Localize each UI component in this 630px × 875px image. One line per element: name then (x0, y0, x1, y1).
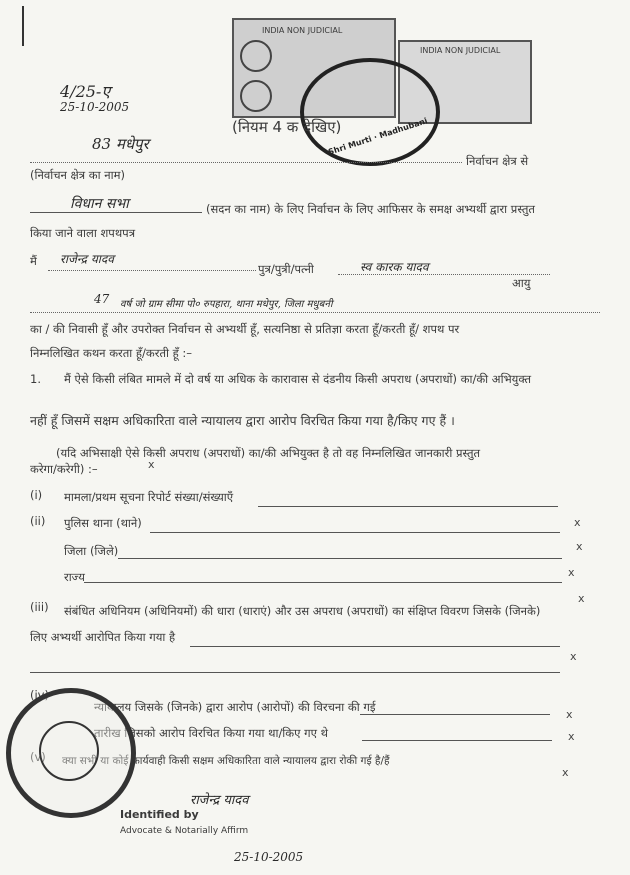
rule-title: (नियम 4 क देखिए) (232, 118, 342, 136)
note-line2: करेगा/करेगी) :– (30, 462, 98, 476)
item-ii-label-3: राज्य (64, 570, 85, 584)
item-ii-mark-2: x (576, 540, 583, 553)
item-iii-mark-0: x (578, 592, 585, 605)
item-ii-mark-3: x (568, 566, 575, 579)
constituency-line (30, 162, 462, 163)
item-iv-line-2 (362, 740, 552, 741)
address-text: वर्ष जो ग्राम सीमा पो० रुपहारा, थाना मधेपुर, जिला मधुबनी (120, 299, 333, 310)
house-text: (सदन का नाम) के लिए निर्वाचन के लिए आफिसर के समक्ष अभ्यर्थी द्वारा प्रस्तुत (206, 202, 535, 216)
stamp-left-emblem (240, 40, 272, 72)
item-v-num: (v) (30, 750, 46, 764)
house-line (30, 212, 202, 213)
item-iv-mark-1: x (566, 708, 573, 721)
item-iii-mark: x (570, 650, 577, 663)
item-iv-line2: तारीख जिसको आरोप विरचित किया गया था/किए गए थे (94, 726, 328, 740)
constituency-label: (निर्वाचन क्षेत्र का नाम) (30, 168, 125, 182)
signature-2: 25-10-2005 (234, 850, 304, 864)
item-v-mark: x (562, 766, 569, 779)
name-line (48, 270, 256, 271)
house-value: विधान सभा (70, 196, 129, 212)
corner-mark (22, 6, 38, 46)
item-iv-num: (iv) (30, 688, 49, 702)
notary-seal-inner (39, 721, 99, 781)
item-ii-num: (ii) (30, 514, 46, 528)
relation-label: पुत्र/पुत्री/पत्नी (258, 262, 314, 276)
item-ii-mark-1: x (574, 516, 581, 529)
advocate-line: Advocate & Notarially Affirm (120, 826, 249, 836)
item-iii-line-a (190, 646, 560, 647)
item-iv-line-1 (360, 714, 550, 715)
seal-text: Shri Murti · Madhubani (327, 116, 429, 157)
para1-line1: मैं ऐसे किसी लंबित मामले में दो वर्ष या अधिक के कारावास से दंडनीय किसी अपराध (अपराधों) का/की अभियुक्त (64, 372, 532, 386)
para1-num: 1. (30, 372, 41, 386)
item-v-line: क्या सभी या कोई कार्यवाही किसी सक्षम अधिकारिता वाले न्यायालय द्वारा रोकी गई है/हैं (62, 755, 390, 767)
item-ii-label-1: पुलिस थाना (थाने) (64, 516, 142, 530)
stamp-right-text: INDIA NON JUDICIAL (420, 46, 501, 55)
notary-seal (6, 688, 136, 818)
item-i-label: मामला/प्रथम सूचना रिपोर्ट संख्या/संख्याएँ (64, 490, 234, 504)
item-iii-line2: लिए अभ्यर्थी आरोपित किया गया है (30, 630, 176, 644)
note-mark: x (148, 458, 155, 471)
i-prefix: मैं (30, 254, 37, 268)
address-line (30, 312, 600, 313)
father-value: स्व कारक यादव (360, 260, 429, 274)
age-label: आयु (512, 276, 531, 290)
corner-note-2: 25-10-2005 (60, 100, 130, 114)
official-seal (300, 58, 440, 166)
stamp-left-text: INDIA NON JUDICIAL (262, 26, 343, 35)
item-iii-num: (iii) (30, 600, 49, 614)
note-line1: (यदि अभिसाक्षी ऐसे किसी अपराध (अपराधों) का/की अभियुक्त है तो वह निम्नलिखित जानकारी प्रस्तुत (56, 446, 481, 460)
item-ii-line-3 (84, 582, 562, 583)
corner-note-1: 4/25-ए (60, 82, 111, 101)
item-iv-mark-2: x (568, 730, 575, 743)
item-ii-line-2 (118, 558, 562, 559)
signature-1: राजेन्द्र यादव (190, 793, 249, 808)
age-value: 47 (94, 292, 110, 306)
name-value: राजेन्द्र यादव (60, 252, 114, 266)
identified-by: Identified by (120, 808, 199, 821)
item-iii-line-b (30, 672, 560, 673)
item-ii-label-2: जिला (जिले) (64, 544, 119, 558)
stamp-left-emblem-2 (240, 80, 272, 112)
father-line (338, 274, 550, 275)
statement-text: निम्नलिखित कथन करता हूँ/करती हूँ :– (30, 346, 193, 360)
item-i-num: (i) (30, 488, 43, 502)
constituency-value: 83 मधेपुर (92, 135, 149, 153)
constituency-label-right: निर्वाचन क्षेत्र से (466, 154, 529, 168)
item-iv-line1: न्यायालय जिसके (जिनके) द्वारा आरोप (आरोपों) की विरचना की गई (94, 700, 376, 714)
item-ii-line-1 (150, 532, 560, 533)
resident-text: का / की निवासी हूँ और उपरोक्त निर्वाचन से अभ्यर्थी हूँ, सत्यनिष्ठा से प्रतिज्ञा करता हूँ/करती हूँ/ शपथ पर (30, 322, 460, 336)
item-i-line (258, 506, 558, 507)
affidavit-text: किया जाने वाला शपथपत्र (30, 226, 136, 240)
item-iii-line1: संबंधित अधिनियम (अधिनियमों) की धारा (धाराएं) और उस अपराध (अपराधों) का संक्षिप्त विवरण जिसके (जिनके) (64, 604, 541, 618)
para1-line2: नहीं हूँ जिसमें सक्षम अधिकारिता वाले न्यायालय द्वारा आरोप विरचित किया गया है/किए गए हैं । (30, 413, 455, 428)
